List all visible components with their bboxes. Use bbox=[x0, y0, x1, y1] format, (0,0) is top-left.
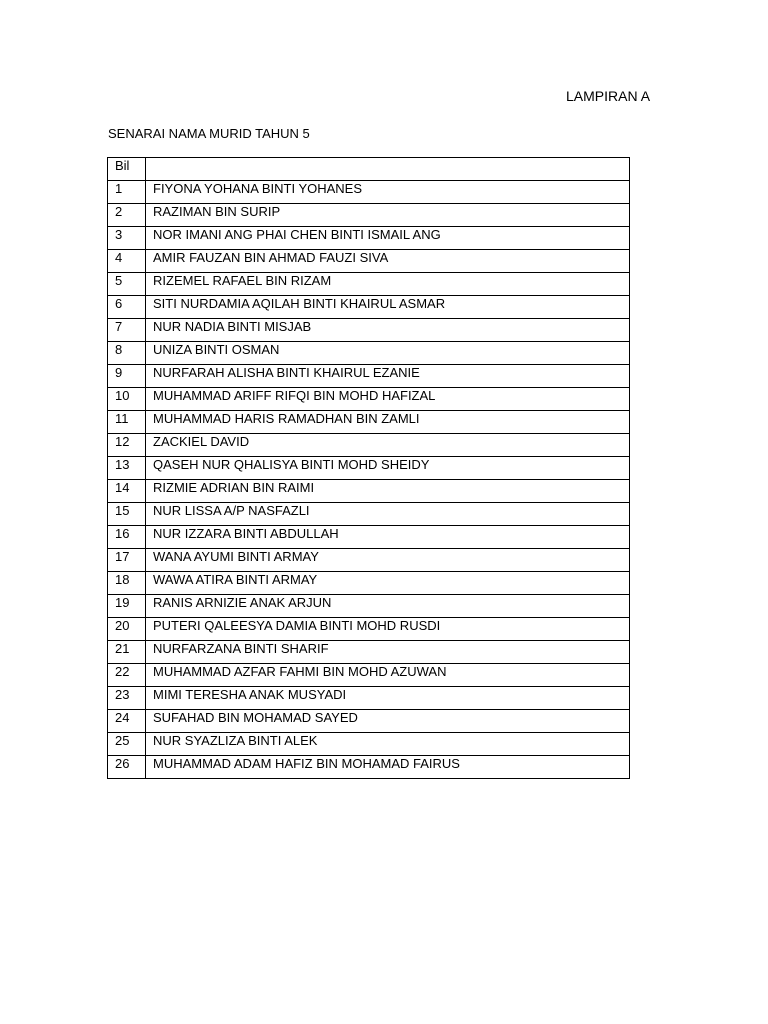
student-name-cell: NURFARZANA BINTI SHARIF bbox=[146, 641, 630, 664]
row-number-cell: 19 bbox=[108, 595, 146, 618]
table-row bbox=[108, 572, 630, 595]
row-number-cell: 1 bbox=[108, 181, 146, 204]
row-number-cell: 2 bbox=[108, 204, 146, 227]
table-row bbox=[108, 342, 630, 365]
row-number-cell: 11 bbox=[108, 411, 146, 434]
student-name-cell: AMIR FAUZAN BIN AHMAD FAUZI SIVA bbox=[146, 250, 630, 273]
student-name-cell: MUHAMMAD AZFAR FAHMI BIN MOHD AZUWAN bbox=[146, 664, 630, 687]
row-number-cell: 8 bbox=[108, 342, 146, 365]
table-row bbox=[108, 549, 630, 572]
table-row bbox=[108, 250, 630, 273]
row-number-cell: 18 bbox=[108, 572, 146, 595]
table-row bbox=[108, 733, 630, 756]
table-row bbox=[108, 434, 630, 457]
table-row bbox=[108, 273, 630, 296]
student-name-cell: MUHAMMAD ARIFF RIFQI BIN MOHD HAFIZAL bbox=[146, 388, 630, 411]
student-name-cell: FIYONA YOHANA BINTI YOHANES bbox=[146, 181, 630, 204]
student-name-cell: UNIZA BINTI OSMAN bbox=[146, 342, 630, 365]
row-number-cell: 9 bbox=[108, 365, 146, 388]
row-number-cell: 22 bbox=[108, 664, 146, 687]
table-row bbox=[108, 710, 630, 733]
row-number-cell: 14 bbox=[108, 480, 146, 503]
student-name-cell: SITI NURDAMIA AQILAH BINTI KHAIRUL ASMAR bbox=[146, 296, 630, 319]
table-row bbox=[108, 319, 630, 342]
student-name-cell: NUR NADIA BINTI MISJAB bbox=[146, 319, 630, 342]
table-header-row bbox=[108, 158, 630, 181]
student-name-cell: WAWA ATIRA BINTI ARMAY bbox=[146, 572, 630, 595]
row-number-cell: 25 bbox=[108, 733, 146, 756]
student-name-cell: NUR SYAZLIZA BINTI ALEK bbox=[146, 733, 630, 756]
student-name-cell: QASEH NUR QHALISYA BINTI MOHD SHEIDY bbox=[146, 457, 630, 480]
student-name-cell: NOR IMANI ANG PHAI CHEN BINTI ISMAIL ANG bbox=[146, 227, 630, 250]
list-title: SENARAI NAMA MURID TAHUN 5 bbox=[108, 126, 310, 141]
student-name-cell: NURFARAH ALISHA BINTI KHAIRUL EZANIE bbox=[146, 365, 630, 388]
student-name-cell: RANIS ARNIZIE ANAK ARJUN bbox=[146, 595, 630, 618]
row-number-cell: 3 bbox=[108, 227, 146, 250]
student-name-cell: RIZMIE ADRIAN BIN RAIMI bbox=[146, 480, 630, 503]
table-row bbox=[108, 687, 630, 710]
table-row bbox=[108, 641, 630, 664]
row-number-cell: 6 bbox=[108, 296, 146, 319]
student-name-cell: MUHAMMAD HARIS RAMADHAN BIN ZAMLI bbox=[146, 411, 630, 434]
student-name-cell: PUTERI QALEESYA DAMIA BINTI MOHD RUSDI bbox=[146, 618, 630, 641]
table-row bbox=[108, 526, 630, 549]
student-name-cell: RAZIMAN BIN SURIP bbox=[146, 204, 630, 227]
row-number-cell: 21 bbox=[108, 641, 146, 664]
table-row bbox=[108, 618, 630, 641]
table-row bbox=[108, 388, 630, 411]
annex-label: LAMPIRAN A bbox=[566, 88, 651, 104]
row-number-cell: 7 bbox=[108, 319, 146, 342]
row-number-cell: 4 bbox=[108, 250, 146, 273]
table-row bbox=[108, 227, 630, 250]
table-row bbox=[108, 181, 630, 204]
student-name-cell: MUHAMMAD ADAM HAFIZ BIN MOHAMAD FAIRUS bbox=[146, 756, 630, 779]
student-name-cell: NUR LISSA A/P NASFAZLI bbox=[146, 503, 630, 526]
row-number-cell: 13 bbox=[108, 457, 146, 480]
table-row bbox=[108, 411, 630, 434]
column-header-name bbox=[146, 158, 630, 181]
student-name-cell: WANA AYUMI BINTI ARMAY bbox=[146, 549, 630, 572]
row-number-cell: 24 bbox=[108, 710, 146, 733]
row-number-cell: 10 bbox=[108, 388, 146, 411]
table-row bbox=[108, 503, 630, 526]
table-row bbox=[108, 480, 630, 503]
row-number-cell: 5 bbox=[108, 273, 146, 296]
student-name-cell: SUFAHAD BIN MOHAMAD SAYED bbox=[146, 710, 630, 733]
row-number-cell: 12 bbox=[108, 434, 146, 457]
row-number-cell: 16 bbox=[108, 526, 146, 549]
row-number-cell: 15 bbox=[108, 503, 146, 526]
row-number-cell: 23 bbox=[108, 687, 146, 710]
student-name-cell: ZACKIEL DAVID bbox=[146, 434, 630, 457]
table-row bbox=[108, 457, 630, 480]
table-row bbox=[108, 296, 630, 319]
table-row bbox=[108, 756, 630, 779]
table-row bbox=[108, 365, 630, 388]
table-row bbox=[108, 664, 630, 687]
table-row bbox=[108, 595, 630, 618]
row-number-cell: 26 bbox=[108, 756, 146, 779]
student-name-cell: NUR IZZARA BINTI ABDULLAH bbox=[146, 526, 630, 549]
column-header-number: Bil bbox=[108, 158, 146, 181]
student-name-cell: RIZEMEL RAFAEL BIN RIZAM bbox=[146, 273, 630, 296]
row-number-cell: 17 bbox=[108, 549, 146, 572]
table-row bbox=[108, 204, 630, 227]
row-number-cell: 20 bbox=[108, 618, 146, 641]
student-list-table bbox=[107, 157, 630, 779]
student-name-cell: MIMI TERESHA ANAK MUSYADI bbox=[146, 687, 630, 710]
